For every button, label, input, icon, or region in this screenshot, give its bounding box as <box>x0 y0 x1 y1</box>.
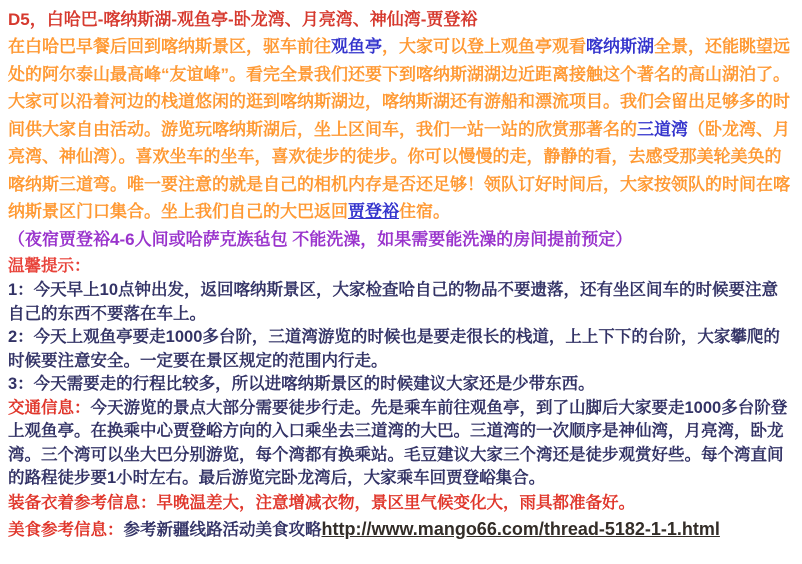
food-text: 参考新疆线路活动美食攻略 <box>123 520 322 539</box>
tip-item-3: 3：今天需要走的行程比较多，所以进喀纳斯景区的时候建议大家还是少带东西。 <box>8 375 595 393</box>
paragraph-text-4: （卧龙湾、月亮湾、神仙湾）。喜欢坐车的坐车，喜欢徒步的徒步。你可以慢慢的走，静静的看，去感受那美轮美奂的喀纳斯三道弯。唯一要注意的就是自己的相机内存是否还足够！领队订好时间后，大家按领队的时间在喀纳斯景区门口集合。坐上我们自己的大巴返回 <box>8 119 790 221</box>
itinerary-paragraph <box>8 33 794 226</box>
link-guanyuting[interactable]: 观鱼亭 <box>331 37 382 56</box>
gear-text: 早晚温差大，注意增减衣物，景区里气候变化大，雨具都准备好。 <box>156 493 635 512</box>
gear-label: 装备衣着参考信息： <box>8 493 157 512</box>
paragraph-text-1: 在白哈巴早餐后回到喀纳斯景区，驱车前往 <box>8 37 331 56</box>
gear-info <box>8 491 794 516</box>
link-kanasihu[interactable]: 喀纳斯湖 <box>586 37 654 56</box>
paragraph-text-2: ，大家可以登上观鱼亭观看 <box>382 37 586 56</box>
tip-item-2: 2：今天上观鱼亭要走1000多台阶，三道湾游览的时候也是要走很长的栈道，上上下下的台阶，大家攀爬的时候要注意安全。一定要在景区规定的范围内行走。 <box>8 328 780 370</box>
link-jiadengyu[interactable]: 贾登裕 <box>348 202 399 221</box>
paragraph-text-3: 全景，还能眺望远处的阿尔泰山最高峰“友谊峰”。看完全景我们还要下到喀纳斯湖湖边近距离接触这个著名的高山湖泊了。大家可以沿着河边的栈道悠闲的逛到喀纳斯湖边，喀纳斯湖还有游船和漂流项目。我们会留出足够多的时间供大家自由活动。游览玩喀纳斯湖后，坐上区间车，我们一站一站的欣赏那著名的 <box>8 37 790 139</box>
transport-text: 今天游览的景点大部分需要徒步行走。先是乘车前往观鱼亭，到了山脚后大家要走1000多台阶登上观鱼亭。在换乘中心贾登峪方向的入口乘坐去三道湾的大巴。三道湾的一次顺序是神仙湾，月亮湾，卧龙湾。三个湾可以坐大巴分别游览，每个湾都有换乘站。毛豆建议大家三个湾还是徒步观赏好些。每个湾直间的路程徒步要1小时左右。最后游览完卧龙湾后，大家乘车回贾登峪集合。 <box>8 398 788 487</box>
tip-item-1: 1：今天早上10点钟出发，返回喀纳斯景区，大家检查哈自己的物品不要遗落，还有坐区间车的时候要注意自己的东西不要落在车上。 <box>8 281 779 323</box>
paragraph-text-5: 住宿。 <box>399 202 450 221</box>
food-url-link[interactable]: http://www.mango66.com/thread-5182-1-1.html <box>321 518 720 539</box>
food-info <box>8 516 794 543</box>
transport-info <box>8 397 794 491</box>
tips-heading: 温馨提示： <box>8 257 91 275</box>
page-title: D5，白哈巴-喀纳斯湖-观鱼亭-卧龙湾、月亮湾、神仙湾-贾登裕 <box>8 10 478 29</box>
food-label: 美食参考信息： <box>8 520 124 539</box>
lodging-note: （夜宿贾登裕4-6人间或哈萨克族毡包 不能洗澡，如果需要能洗澡的房间提前预定） <box>8 229 633 249</box>
transport-label: 交通信息： <box>8 398 91 417</box>
link-sandaowan[interactable]: 三道湾 <box>637 119 688 139</box>
